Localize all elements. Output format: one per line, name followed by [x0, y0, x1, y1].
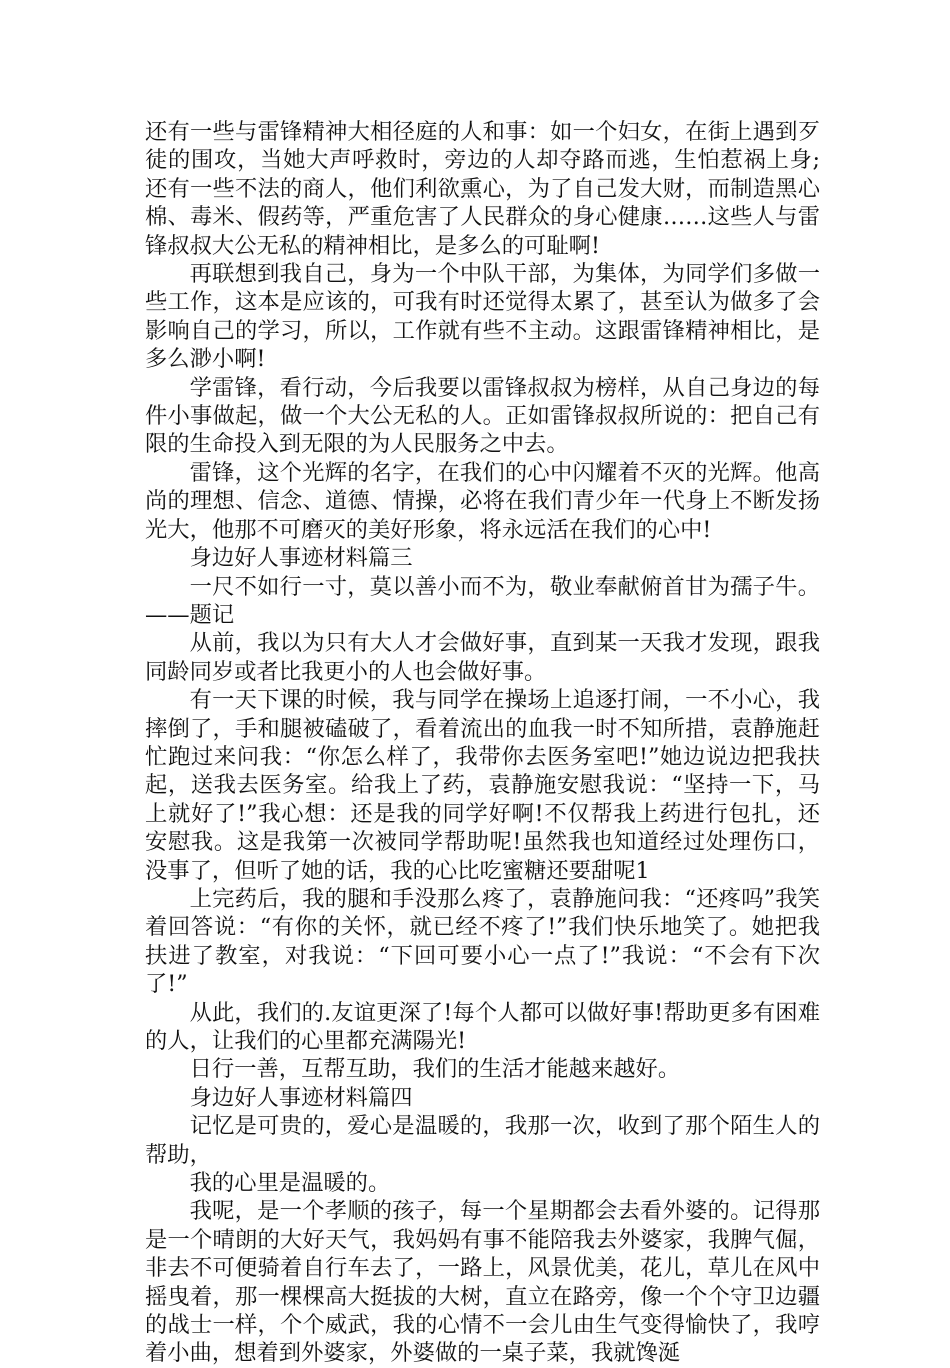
paragraph: 有一天下课的时候，我与同学在操场上追逐打闹，一不小心，我摔倒了，手和腿被磕破了，看着流出的血我一时不知所措，袁静施赶忙跑过来问我：“你怎么样了，我带你去医务室吧!”她边说边把我扶起，送我去医务室。给我上了药，袁静施安慰我说：“坚持一下，马上就好了!”我心想：还是我的同学好啊!不仅帮我上药进行包扎，还安慰我。这是我第一次被同学帮助呢!虽然我也知道经过处理伤口，没事了，但听了她的话，我的心比吃蜜糖还要甜呢1	[145, 687, 820, 884]
paragraph: 我呢，是一个孝顺的孩子，每一个星期都会去看外婆的。记得那是一个晴朗的大好天气，我妈妈有事不能陪我去外婆家，我脾气倔，非去不可便骑着自行车去了，一路上，风景优美，花儿，草儿在风中摇曳着，那一棵棵高大挺拔的大树，直立在路旁，像一个个守卫边疆的战士一样，个个威武，我的心情不一会儿由生气变得愉快了，我哼着小曲，想着到外婆家，外婆做的一桌子菜，我就馋涎	[145, 1198, 820, 1367]
paragraph: 还有一些与雷锋精神大相径庭的人和事：如一个妇女，在街上遇到歹徒的围攻，当她大声呼救时，旁边的人却夺路而逃，生怕惹祸上身;还有一些不法的商人，他们利欲熏心，为了自己发大财，而制造黑心棉、毒米、假药等，严重危害了人民群众的身心健康……这些人与雷锋叔叔大公无私的精神相比，是多么的可耻啊!	[145, 119, 820, 259]
document-body	[145, 118, 820, 1368]
section-heading: 身边好人事迹材料篇四	[189, 1084, 413, 1111]
epigraph: 一尺不如行一寸，莫以善小而不为，敬业奉献俯首甘为孺子牛。——题记	[145, 573, 820, 628]
section-heading: 身边好人事迹材料篇三	[189, 545, 413, 572]
paragraph: 学雷锋，看行动，今后我要以雷锋叔叔为榜样，从自己身边的每件小事做起，做一个大公无私的人。正如雷锋叔叔所说的：把自己有限的生命投入到无限的为人民服务之中去。	[145, 374, 820, 458]
paragraph: 从前，我以为只有大人才会做好事，直到某一天我才发现，跟我同龄同岁或者比我更小的人也会做好事。	[145, 630, 820, 685]
paragraph: 雷锋，这个光辉的名字，在我们的心中闪耀着不灭的光辉。他高尚的理想、信念、道德、情操，必将在我们青少年一代身上不断发扬光大，他那不可磨灭的美好形象，将永远活在我们的心中!	[145, 459, 820, 543]
paragraph: 上完药后，我的腿和手没那么疼了，袁静施问我：“还疼吗”我笑着回答说：“有你的关怀，就已经不疼了!”我们快乐地笑了。她把我扶进了教室，对我说：“下回可要小心一点了!”我说：“不会有下次了!”	[145, 885, 820, 998]
paragraph: 我的心里是温暖的。	[189, 1170, 391, 1197]
paragraph: 日行一善，互帮互助，我们的生活才能越来越好。	[189, 1056, 681, 1083]
paragraph: 从此，我们的.友谊更深了!每个人都可以做好事!帮助更多有困难的人，让我们的心里都充满陽光!	[145, 999, 820, 1054]
paragraph: 再联想到我自己，身为一个中队干部，为集体，为同学们多做一些工作，这本是应该的，可我有时还觉得太累了，甚至认为做多了会影响自己的学习，所以，工作就有些不主动。这跟雷锋精神相比，是多么渺小啊!	[145, 261, 820, 373]
paragraph: 记忆是可贵的，爱心是温暖的，我那一次，收到了那个陌生人的帮助，	[145, 1113, 820, 1168]
